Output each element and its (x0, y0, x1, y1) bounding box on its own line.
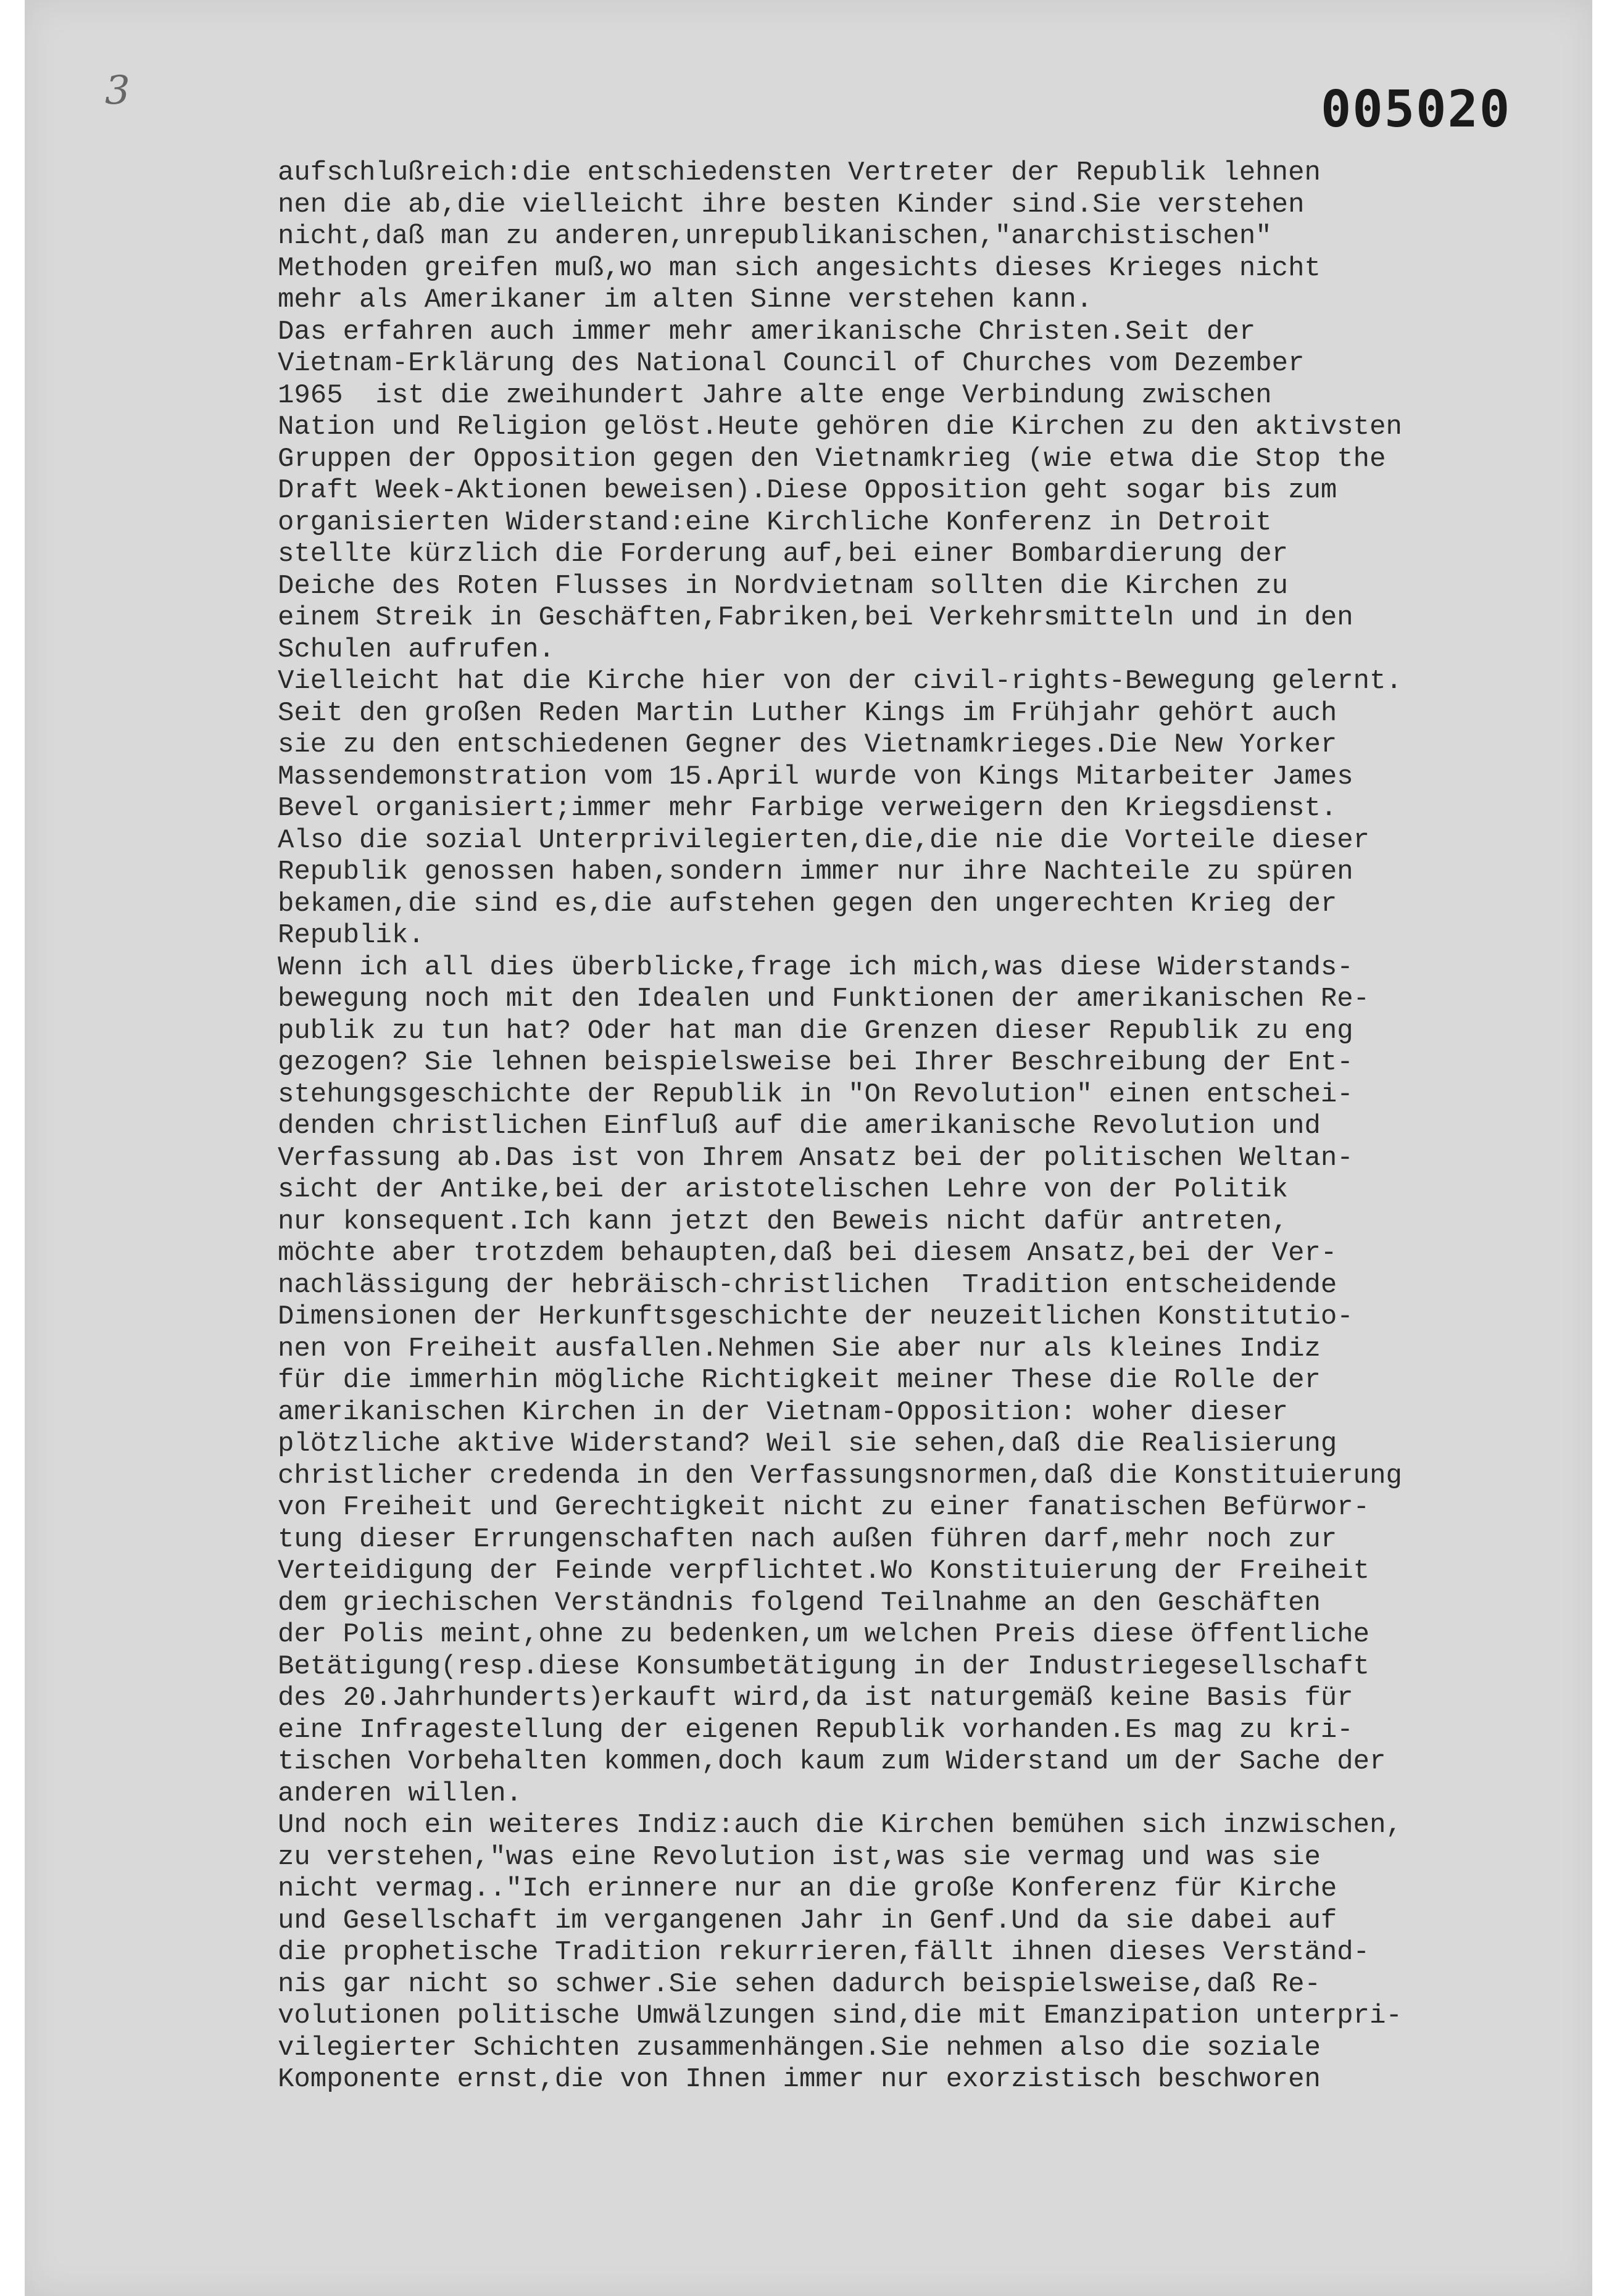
text-line: nachlässigung der hebräisch-christlichen Tradition entscheidende (278, 1269, 1337, 1301)
text-line: tischen Vorbehalten kommen,doch kaum zum Widerstand um der Sache der (278, 1746, 1386, 1777)
text-line: bekamen,die sind es,die aufstehen gegen den ungerechten Krieg der (278, 888, 1337, 919)
text-line: Also die sozial Unterprivilegierten,die,die nie die Vorteile dieser (278, 824, 1370, 856)
text-line: Bevel organisiert;immer mehr Farbige verweigern den Kriegsdienst. (278, 793, 1337, 824)
text-line: christlicher credenda in den Verfassungsnormen,daß die Konstituierung (278, 1460, 1402, 1491)
text-line: nen von Freiheit ausfallen.Nehmen Sie aber nur als kleines Indiz (278, 1333, 1321, 1364)
text-line: vilegierter Schichten zusammenhängen.Sie nehmen also die soziale (278, 2032, 1321, 2063)
text-line: organisierten Widerstand:eine Kirchliche Konferenz in Detroit (278, 507, 1272, 538)
text-line: Republik. (278, 920, 425, 951)
page-number: 3 (105, 68, 130, 114)
text-line: Nation und Religion gelöst.Heute gehören die Kirchen zu den aktivsten (278, 412, 1402, 442)
text-line: bewegung noch mit den Idealen und Funktionen der amerikanischen Re- (278, 984, 1370, 1014)
text-line: dem griechischen Verständnis folgend Teilnahme an den Geschäften (278, 1587, 1321, 1618)
text-line: nicht vermag.."Ich erinnere nur an die große Konferenz für Kirche (278, 1873, 1337, 1904)
text-line: für die immerhin mögliche Richtigkeit meiner These die Rolle der (278, 1365, 1321, 1396)
text-line: aufschlußreich:die entschiedensten Vertreter der Republik lehnen (278, 157, 1321, 188)
text-line: anderen willen. (278, 1778, 523, 1809)
text-line: möchte aber trotzdem behaupten,daß bei diesem Ansatz,bei der Ver- (278, 1238, 1337, 1269)
text-line: nicht,daß man zu anderen,unrepublikanischen,"anarchistischen" (278, 221, 1272, 252)
text-line: nur konsequent.Ich kann jetzt den Beweis nicht dafür antreten, (278, 1206, 1289, 1237)
text-line: 1965 ist die zweihundert Jahre alte enge Verbindung zwischen (278, 379, 1272, 411)
text-line: tung dieser Errungenschaften nach außen führen darf,mehr noch zur (278, 1523, 1337, 1555)
text-line: Betätigung(resp.diese Konsumbetätigung in der Industriegesellschaft (278, 1651, 1370, 1682)
text-line: Seit den großen Reden Martin Luther Kings im Frühjahr gehört auch (278, 697, 1337, 729)
text-line: volutionen politische Umwälzungen sind,die mit Emanzipation unterpri- (278, 2000, 1402, 2031)
text-line: Massendemonstration vom 15.April wurde von Kings Mitarbeiter James (278, 761, 1353, 792)
text-line: Draft Week-Aktionen beweisen).Diese Opposition geht sogar bis zum (278, 475, 1337, 506)
document-id-stamp: 005020 (1321, 80, 1511, 139)
text-line: gezogen? Sie lehnen beispielsweise bei Ihrer Beschreibung der Ent- (278, 1047, 1353, 1078)
text-line: Verfassung ab.Das ist von Ihrem Ansatz bei der politischen Weltan- (278, 1142, 1353, 1174)
text-line: des 20.Jahrhunderts)erkauft wird,da ist naturgemäß keine Basis für (278, 1683, 1353, 1714)
text-line: eine Infragestellung der eigenen Republik vorhanden.Es mag zu kri- (278, 1714, 1353, 1746)
text-line: Vietnam-Erklärung des National Council of Churches vom Dezember (278, 348, 1305, 379)
text-line: von Freiheit und Gerechtigkeit nicht zu einer fanatischen Befürwor- (278, 1492, 1370, 1523)
typewritten-page (25, 0, 1592, 2296)
letter-body (278, 157, 1604, 2096)
text-line: einem Streik in Geschäften,Fabriken,bei Verkehrsmitteln und in den (278, 602, 1353, 633)
text-line: Vielleicht hat die Kirche hier von der civil-rights-Bewegung gelernt. (278, 666, 1402, 697)
text-line: mehr als Amerikaner im alten Sinne verstehen kann. (278, 284, 1093, 315)
text-line: und Gesellschaft im vergangenen Jahr in Genf.Und da sie dabei auf (278, 1905, 1337, 1936)
text-line: amerikanischen Kirchen in der Vietnam-Opposition: woher dieser (278, 1396, 1289, 1428)
text-line: Schulen aufrufen. (278, 634, 555, 665)
text-line: Deiche des Roten Flusses in Nordvietnam sollten die Kirchen zu (278, 570, 1289, 602)
text-line: nis gar nicht so schwer.Sie sehen dadurch beispielsweise,daß Re- (278, 1968, 1321, 2000)
text-line: Das erfahren auch immer mehr amerikanische Christen.Seit der (278, 316, 1256, 347)
text-line: denden christlichen Einfluß auf die amerikanische Revolution und (278, 1111, 1321, 1142)
text-line: sie zu den entschiedenen Gegner des Vietnamkrieges.Die New Yorker (278, 729, 1337, 760)
text-line: sicht der Antike,bei der aristotelischen Lehre von der Politik (278, 1174, 1289, 1205)
text-line: Dimensionen der Herkunftsgeschichte der neuzeitlichen Konstitutio- (278, 1301, 1353, 1332)
text-line: stellte kürzlich die Forderung auf,bei einer Bombardierung der (278, 539, 1289, 570)
text-line: Wenn ich all dies überblicke,frage ich mich,was diese Widerstands- (278, 951, 1353, 983)
text-line: Republik genossen haben,sondern immer nur ihre Nachteile zu spüren (278, 856, 1353, 887)
text-line: plötzliche aktive Widerstand? Weil sie sehen,daß die Realisierung (278, 1428, 1337, 1459)
text-line: zu verstehen,"was eine Revolution ist,was sie vermag und was sie (278, 1841, 1321, 1873)
text-line: Komponente ernst,die von Ihnen immer nur exorzistisch beschworen (278, 2064, 1321, 2095)
text-line: Verteidigung der Feinde verpflichtet.Wo Konstituierung der Freiheit (278, 1556, 1370, 1586)
text-line: stehungsgeschichte der Republik in "On Revolution" einen entschei- (278, 1079, 1353, 1110)
text-line: Methoden greifen muß,wo man sich angesichts dieses Krieges nicht (278, 252, 1321, 284)
text-line: die prophetische Tradition rekurrieren,fällt ihnen dieses Verständ- (278, 1937, 1370, 1968)
text-line: nen die ab,die vielleicht ihre besten Kinder sind.Sie verstehen (278, 189, 1305, 220)
text-line: Und noch ein weiteres Indiz:auch die Kirchen bemühen sich inzwischen, (278, 1810, 1402, 1841)
text-line: der Polis meint,ohne zu bedenken,um welchen Preis diese öffentliche (278, 1619, 1370, 1650)
text-line: publik zu tun hat? Oder hat man die Grenzen dieser Republik zu eng (278, 1015, 1353, 1046)
text-line: Gruppen der Opposition gegen den Vietnamkrieg (wie etwa die Stop the (278, 443, 1386, 475)
